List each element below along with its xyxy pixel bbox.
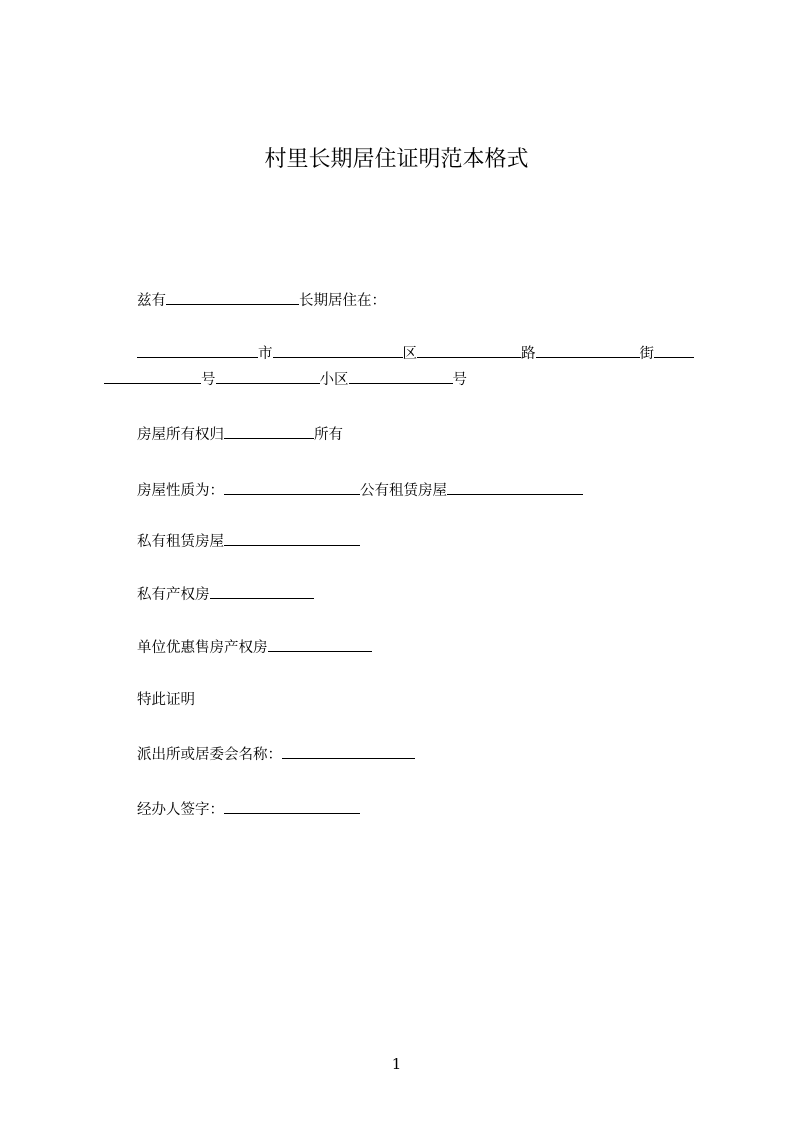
label-unit-discount: 单位优惠售房产权房 <box>137 640 268 656</box>
blank-district[interactable] <box>273 343 403 358</box>
label-building-number: 号 <box>452 372 467 388</box>
line-signature <box>137 799 360 820</box>
line-address-2 <box>104 369 467 390</box>
blank-private-rental[interactable] <box>224 531 360 546</box>
blank-number[interactable] <box>104 369 201 384</box>
line-unit-discount <box>137 637 372 658</box>
label-ownership: 房屋所有权归 <box>137 427 224 443</box>
label-number: 号 <box>201 372 216 388</box>
label-police-station: 派出所或居委会名称： <box>137 747 282 763</box>
label-city: 市 <box>258 346 273 362</box>
blank-road[interactable] <box>417 343 521 358</box>
page-number: 1 <box>391 1055 402 1073</box>
line-police-station <box>137 744 415 765</box>
line-resident <box>137 290 386 311</box>
blank-police-station[interactable] <box>282 744 415 759</box>
line-certify <box>137 690 195 710</box>
blank-property-type[interactable] <box>224 480 360 495</box>
blank-signature[interactable] <box>224 799 360 814</box>
line-private-rental <box>137 531 360 552</box>
blank-public-rental[interactable] <box>447 480 583 495</box>
blank-owner[interactable] <box>224 424 314 439</box>
document-title: 村里长期居住证明范本格式 <box>264 147 529 172</box>
blank-unit-discount[interactable] <box>268 637 372 652</box>
line-ownership <box>137 424 343 445</box>
line-property-type <box>137 480 583 501</box>
blank-private-property[interactable] <box>210 584 314 599</box>
label-property-type: 房屋性质为： <box>137 483 224 499</box>
blank-resident-name[interactable] <box>166 290 299 305</box>
blank-street-tail[interactable] <box>654 343 694 358</box>
label-signature: 经办人签字： <box>137 802 224 818</box>
label-street: 街 <box>639 346 654 362</box>
line-private-property <box>137 584 314 605</box>
label-private-rental: 私有租赁房屋 <box>137 534 224 550</box>
label-public-rental: 公有租赁房屋 <box>360 483 447 499</box>
label-certify: 特此证明 <box>137 692 195 708</box>
line-address-1 <box>137 343 694 364</box>
blank-street[interactable] <box>536 343 640 358</box>
label-ziyou: 兹有 <box>137 293 166 309</box>
blank-building-number[interactable] <box>349 369 453 384</box>
label-private-property: 私有产权房 <box>137 587 210 603</box>
blank-city[interactable] <box>137 343 258 358</box>
label-district: 区 <box>402 346 417 362</box>
label-owned: 所有 <box>314 427 343 443</box>
label-community: 小区 <box>319 372 349 388</box>
blank-community[interactable] <box>216 369 320 384</box>
label-road: 路 <box>521 346 536 362</box>
label-long-term-residence: 长期居住在： <box>299 293 386 309</box>
